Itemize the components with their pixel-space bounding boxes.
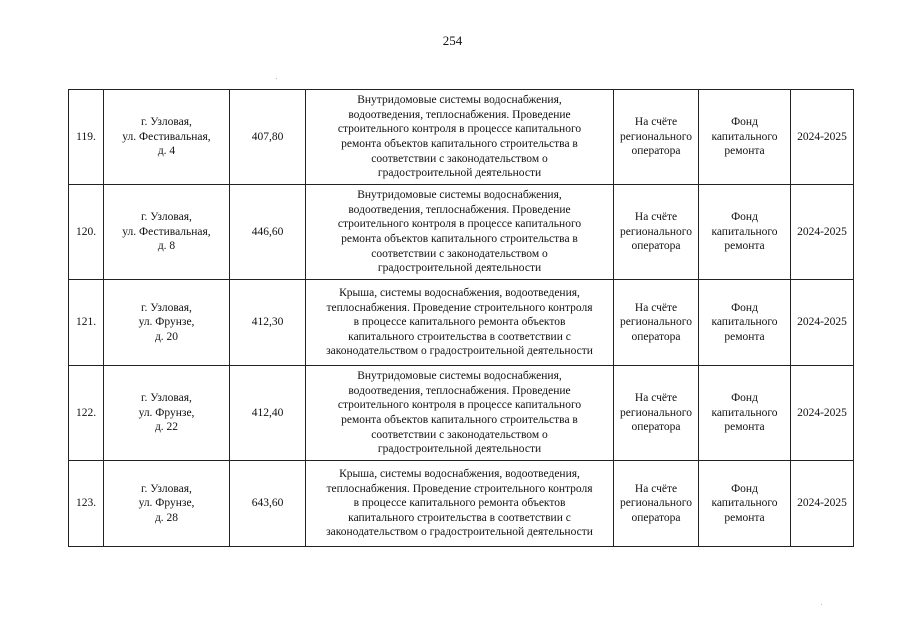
area-cell: 407,80 — [230, 90, 306, 185]
address-line: г. Узловая, — [141, 392, 192, 405]
funding-source-line: капитального — [711, 316, 778, 329]
work-description-line: градостроительной деятельности — [377, 262, 542, 275]
work-description-cell — [306, 280, 614, 366]
account-line: оператора — [631, 511, 681, 524]
work-description-line: соответствии с законодательством о — [371, 152, 548, 165]
period-cell: 2024-2025 — [791, 185, 854, 280]
work-description-cell — [306, 461, 614, 547]
address-cell — [104, 280, 230, 366]
address-line: ул. Фрунзе, — [138, 497, 195, 510]
funding-source-cell — [699, 90, 791, 185]
account-cell — [614, 90, 699, 185]
work-description-line: капитального строительства в соответствии с — [348, 330, 571, 343]
account-line: На счёте — [634, 392, 678, 405]
address-line: г. Узловая, — [141, 211, 192, 224]
work-description-cell — [306, 366, 614, 461]
address-line: ул. Фестивальная, — [122, 225, 211, 238]
row-number-cell: 121. — [69, 280, 104, 366]
scan-speck — [276, 78, 277, 79]
account-line: регионального — [620, 406, 692, 419]
table-row — [69, 90, 854, 185]
work-description-line: в процессе капитального ремонта объектов — [353, 316, 566, 329]
funding-source-line: ремонта — [724, 330, 765, 343]
work-description-line: строительного контроля в процессе капитального — [337, 218, 582, 231]
funding-source-line: Фонд — [731, 301, 758, 314]
area-cell: 412,40 — [230, 366, 306, 461]
work-description-line: законодательством о градостроительной деятельности — [326, 526, 593, 539]
address-line: г. Узловая, — [141, 301, 192, 314]
row-number-cell: 119. — [69, 90, 104, 185]
account-cell — [614, 461, 699, 547]
address-line: д. 28 — [154, 511, 179, 524]
account-line: оператора — [631, 145, 681, 158]
address-line: д. 20 — [154, 330, 179, 343]
area-cell: 446,60 — [230, 185, 306, 280]
work-description-line: Крыша, системы водоснабжения, водоотведения, — [339, 287, 580, 300]
work-description-line: соответствии с законодательством о — [371, 428, 548, 441]
work-description-line: водоотведения, теплоснабжения. Проведение — [348, 384, 571, 397]
funding-source-line: Фонд — [731, 482, 758, 495]
work-description-line: Крыша, системы водоснабжения, водоотведения, — [339, 468, 580, 481]
address-cell — [104, 90, 230, 185]
work-description-line: капитального строительства в соответствии с — [348, 511, 571, 524]
work-description-line: ремонта объектов капитального строительства в — [341, 233, 578, 245]
work-description-line: Внутридомовые системы водоснабжения, — [357, 370, 562, 383]
funding-source-line: капитального — [711, 130, 778, 143]
address-cell — [104, 461, 230, 547]
work-description-line: градостроительной деятельности — [377, 443, 542, 456]
table-row — [69, 461, 854, 547]
funding-source-cell — [699, 366, 791, 461]
page-number: 254 — [442, 33, 463, 48]
funding-source-line: ремонта — [724, 421, 765, 434]
table-body — [69, 90, 854, 547]
area-cell: 412,30 — [230, 280, 306, 366]
period-cell: 2024-2025 — [791, 366, 854, 461]
address-line: д. 8 — [157, 240, 176, 253]
area-cell: 643,60 — [230, 461, 306, 547]
work-description-line: Внутридомовые системы водоснабжения, — [357, 94, 562, 107]
work-description-line: строительного контроля в процессе капитального — [337, 123, 582, 136]
address-line: г. Узловая, — [141, 482, 192, 495]
work-description-line: ремонта объектов капитального строительства в — [341, 138, 578, 150]
address-line: д. 4 — [157, 145, 176, 158]
repair-program-table — [68, 89, 854, 547]
work-description-line: строительного контроля в процессе капитального — [337, 399, 582, 412]
address-line: ул. Фрунзе, — [138, 316, 195, 329]
account-line: регионального — [620, 225, 692, 238]
funding-source-line: ремонта — [724, 145, 765, 158]
funding-source-line: ремонта — [724, 240, 765, 253]
work-description-cell — [306, 90, 614, 185]
period-cell: 2024-2025 — [791, 90, 854, 185]
funding-source-line: Фонд — [731, 392, 758, 405]
funding-source-line: капитального — [711, 225, 778, 238]
funding-source-line: ремонта — [724, 511, 765, 524]
work-description-line: соответствии с законодательством о — [371, 247, 548, 260]
table-row — [69, 366, 854, 461]
account-cell — [614, 366, 699, 461]
work-description-line: теплоснабжения. Проведение строительного контроля — [326, 301, 593, 314]
scan-speck — [821, 604, 822, 605]
work-description-line: законодательством о градостроительной деятельности — [326, 345, 593, 358]
row-number-cell: 122. — [69, 366, 104, 461]
address-line: ул. Фрунзе, — [138, 406, 195, 419]
period-cell: 2024-2025 — [791, 461, 854, 547]
address-line: г. Узловая, — [141, 116, 192, 129]
account-cell — [614, 185, 699, 280]
work-description-line: ремонта объектов капитального строительства в — [341, 414, 578, 426]
account-line: оператора — [631, 240, 681, 253]
row-number-cell: 120. — [69, 185, 104, 280]
funding-source-line: капитального — [711, 497, 778, 510]
work-description-line: теплоснабжения. Проведение строительного контроля — [326, 482, 593, 495]
table-row — [69, 185, 854, 280]
account-line: регионального — [620, 130, 692, 143]
account-line: На счёте — [634, 301, 678, 314]
account-line: регионального — [620, 497, 692, 510]
funding-source-cell — [699, 461, 791, 547]
account-line: регионального — [620, 316, 692, 329]
work-description-line: градостроительной деятельности — [377, 167, 542, 180]
row-number-cell: 123. — [69, 461, 104, 547]
funding-source-cell — [699, 280, 791, 366]
work-description-line: в процессе капитального ремонта объектов — [353, 497, 566, 510]
period-cell: 2024-2025 — [791, 280, 854, 366]
funding-source-line: Фонд — [731, 211, 758, 224]
account-line: На счёте — [634, 116, 678, 129]
account-line: оператора — [631, 330, 681, 343]
account-line: На счёте — [634, 211, 678, 224]
work-description-line: водоотведения, теплоснабжения. Проведение — [348, 108, 571, 121]
work-description-cell — [306, 185, 614, 280]
work-description-line: водоотведения, теплоснабжения. Проведение — [348, 203, 571, 216]
table-row — [69, 280, 854, 366]
address-line: д. 22 — [154, 421, 179, 434]
address-cell — [104, 185, 230, 280]
funding-source-line: капитального — [711, 406, 778, 419]
account-line: На счёте — [634, 482, 678, 495]
account-line: оператора — [631, 421, 681, 434]
work-description-line: Внутридомовые системы водоснабжения, — [357, 189, 562, 202]
address-line: ул. Фестивальная, — [122, 130, 211, 143]
funding-source-line: Фонд — [731, 116, 758, 129]
account-cell — [614, 280, 699, 366]
address-cell — [104, 366, 230, 461]
funding-source-cell — [699, 185, 791, 280]
